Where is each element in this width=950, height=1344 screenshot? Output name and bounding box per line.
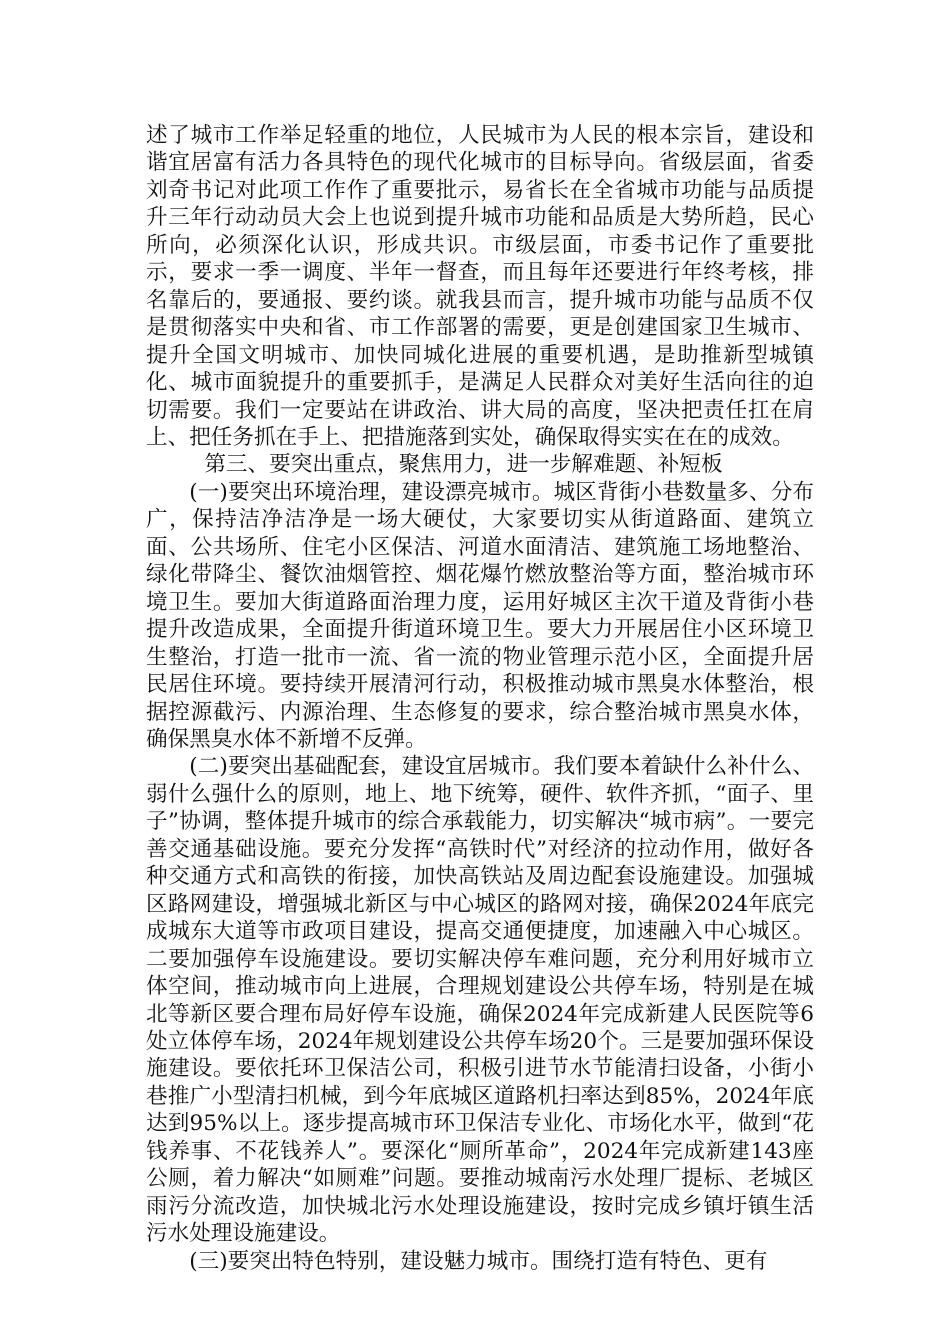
paragraph-infrastructure: (二)要突出基础配套，建设宜居城市。我们要本着缺什么补什么、弱什么强什么的原则，地上、地下统筹，硬件、软件齐抓，“面子、里子”协调，整体提升城市的综合承载能力，切实解决“城市病”。一要完善交通基础设施。要充分发挥“高铁时代”对经济的拉动作用，做好各种交通方式和高铁的衔接，加快高铁站及周边配套设施建设。加强城区路网建设，增强城北新区与中心城区的路网对接，确保2024年底完成城东大道等市政项目建设，提高交通便捷度，加速融入中心城区。二要加强停车设施建设。要切实解决停车难问题，充分利用好城市立体空间，推动城市向上进展，合理规划建设公共停车场，特别是在城北等新区要合理布局好停车设施，确保2024年完成新建人民医院等6处立体停车场，2024年规划建设公共停车场20个。三是要加强环保设施建设。要依托环卫保洁公司，积极引进节水节能清扫设备，小街小巷推广小型清扫机械，到今年底城区道路机扫率达到85%，2024年底达到95%以上。逐步提高城市环卫保洁专业化、市场化水平，做到“花钱养事、不花钱养人”。要深化“厕所革命”，2024年完成新建143座公厕，着力解决“如厕难”问题。要推动城南污水处理厂提标、老城区雨污分流改造，加快城北污水处理设施建设，按时完成乡镇圩镇生活污水处理设施建设。 (146, 754, 814, 1247)
document-body (146, 122, 814, 1275)
paragraph-characteristics: (三)要突出特色特别，建设魅力城市。围绕打造有特色、更有 (189, 1248, 768, 1274)
section-heading-third: 第三、要突出重点，聚焦用力，进一步解难题、补短板 (204, 452, 723, 478)
paragraph-environment: (一)要突出环境治理，建设漂亮城市。城区背街小巷数量多、分布广，保持洁净洁净是一场大硬仗，大家要切实从街道路面、建筑立面、公共场所、住宅小区保洁、河道水面清洁、建筑施工场地整治、绿化带降尘、餐饮油烟管控、烟花爆竹燃放整治等方面，整治城市环境卫生。要加大街道路面治理力度，运用好城区主次干道及背街小巷提升改造成果，全面提升街道环境卫生。要大力开展居住小区环境卫生整治，打造一批市一流、省一流的物业管理示范小区，全面提升居民居住环境。要持续开展清河行动，积极推动城市黑臭水体整治，根据控源截污、内源治理、生态修复的要求，综合整治城市黑臭水体，确保黑臭水体不新增不反弹。 (146, 479, 814, 752)
paragraph-policy-context: 述了城市工作举足轻重的地位，人民城市为人民的根本宗旨，建设和谐宜居富有活力各具特色的现代化城市的目标导向。省级层面，省委刘奇书记对此项工作作了重要批示，易省长在全省城市功能与品质提升三年行动动员大会上也说到提升城市功能和品质是大势所趋，民心所向，必须深化认识，形成共识。市级层面，市委书记作了重要批示，要求一季一调度、半年一督查，而且每年还要进行年终考核，排名靠后的，要通报、要约谈。就我县而言，提升城市功能与品质不仅是贯彻落实中央和省、市工作部署的需要，更是创建国家卫生城市、提升全国文明城市、加快同城化进展的重要机遇，是助推新型城镇化、城市面貌提升的重要抓手，是满足人民群众对美好生活向往的迫切需要。我们一定要站在讲政治、讲大局的高度，坚决把责任扛在肩上、把任务抓在手上、把措施落到实处，确保取得实实在在的成效。 (146, 123, 814, 450)
